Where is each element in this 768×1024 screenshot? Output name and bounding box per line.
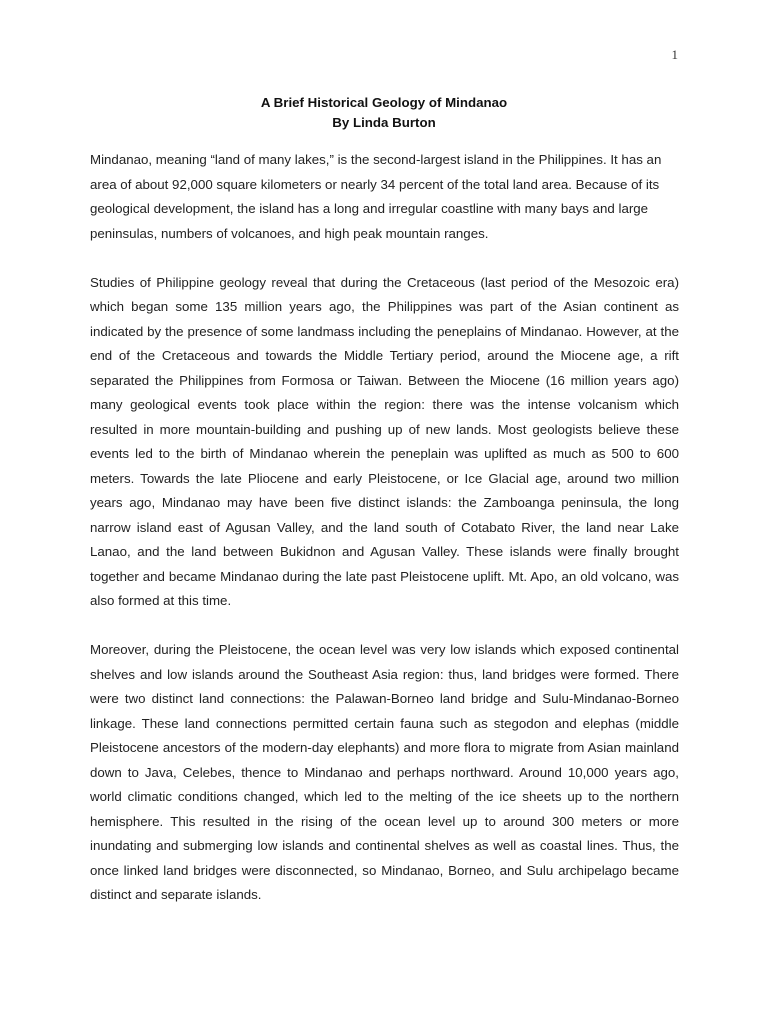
paragraph-3: Moreover, during the Pleistocene, the ocean level was very low islands which exposed continental shelves and low islands around the Southeast Asia region: thus, land bridges were formed. There were two distinct land connections: the Palawan-Borneo land bridge and Sulu-Mindanao-Borneo linkage. These land connections permitted certain fauna such as stegodon and elephas (middle Pleistocene ancestors of the modern-day elephants) and more flora to migrate from Asian mainland down to Java, Celebes, thence to Mindanao and perhaps northward. Around 10,000 years ago, world climatic conditions changed, which led to the melting of the ice sheets up to the northern hemisphere. This resulted in the rising of the ocean level up to around 300 meters or more inundating and submerging low islands and continental shelves as well as coastal lines. Thus, the once linked land bridges were disconnected, so Mindanao, Borneo, and Sulu archipelago became distinct and separate islands. [90, 642, 679, 902]
document-title: A Brief Historical Geology of Mindanao [260, 95, 508, 110]
document-header [0, 93, 768, 133]
document-author: By Linda Burton [332, 115, 436, 130]
document-body [90, 148, 679, 932]
page-number: 1 [671, 47, 678, 62]
paragraph-2: Studies of Philippine geology reveal that during the Cretaceous (last period of the Mesozoic era) which began some 135 million years ago, the Philippines was part of the Asian continent as indicated by the presence of some landmass including the peneplains of Mindanao. However, at the end of the Cretaceous and towards the Middle Tertiary period, around the Miocene age, a rift separated the Philippines from Formosa or Taiwan. Between the Miocene (16 million years ago) many geological events took place within the region: there was the intense volcanism which resulted in more mountain-building and pushing up of new lands. Most geologists believe these events led to the birth of Mindanao wherein the peneplain was uplifted as much as 500 to 600 meters. Towards the late Pliocene and early Pleistocene, or Ice Glacial age, around two million years ago, Mindanao may have been five distinct islands: the Zamboanga peninsula, the long narrow island east of Agusan Valley, and the land south of Cotabato River, the land near Lake Lanao, and the land between Bukidnon and Agusan Valley. These islands were finally brought together and became Mindanao during the late past Pleistocene uplift. Mt. Apo, an old volcano, was also formed at this time. [90, 274, 679, 608]
paragraph-1: Mindanao, meaning “land of many lakes,” is the second-largest island in the Philippines. It has an area of about 92,000 square kilometers or nearly 34 percent of the total land area. Because of its geological development, the island has a long and irregular coastline with many bays and large peninsulas, numbers of volcanoes, and high peak mountain ranges. [90, 152, 662, 241]
